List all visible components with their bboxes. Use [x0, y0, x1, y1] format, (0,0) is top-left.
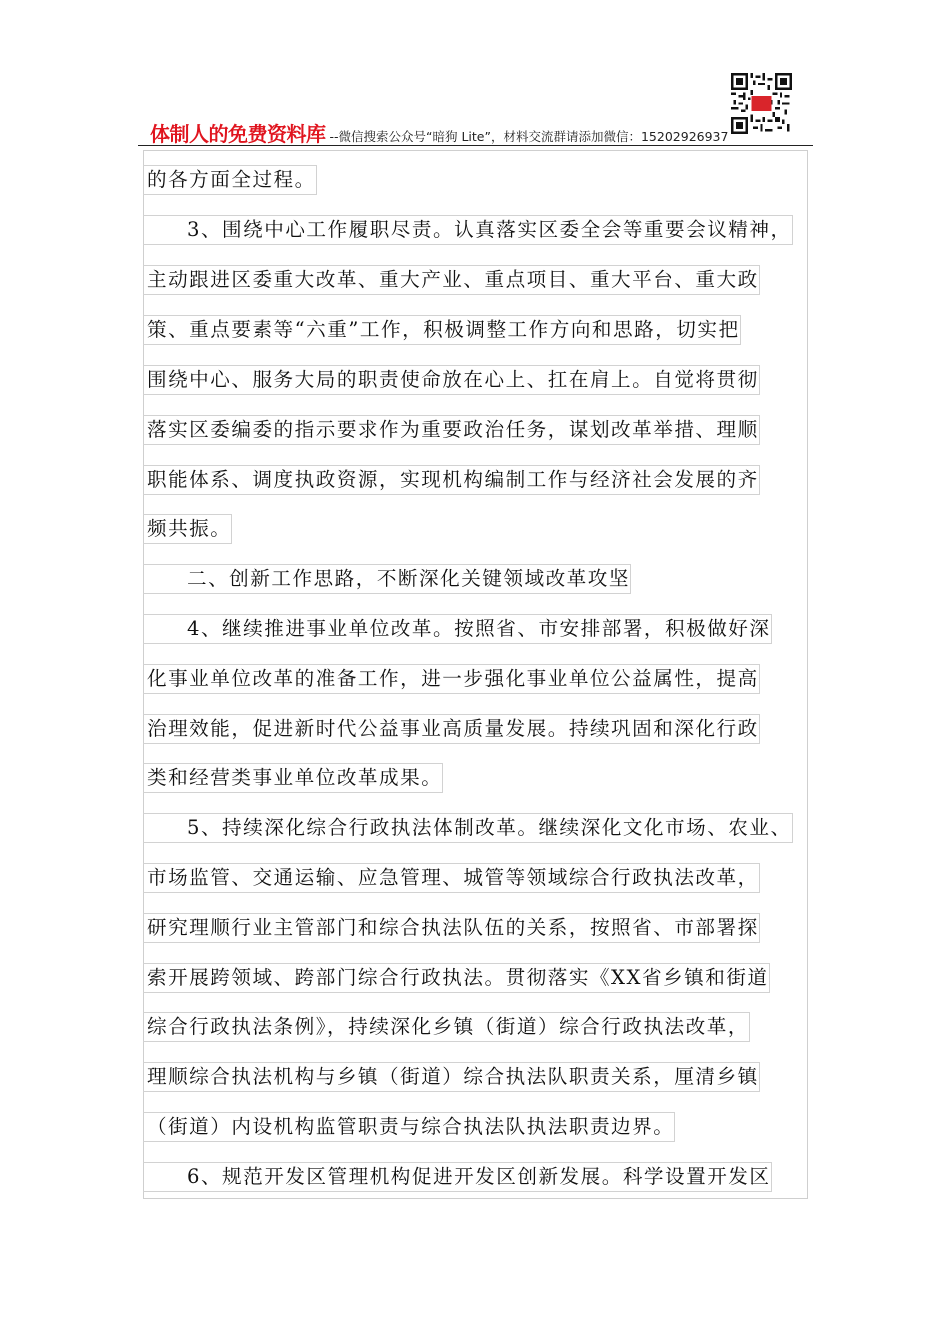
header-rule	[138, 145, 813, 146]
paragraph-line: 索开展跨领域、跨部门综合行政执法。贯彻落实《XX省乡镇和街道	[143, 963, 770, 993]
paragraph-line: 5、持续深化综合行政执法体制改革。继续深化文化市场、农业、	[143, 813, 793, 843]
paragraph-line: 6、规范开发区管理机构促进开发区创新发展。科学设置开发区	[143, 1162, 772, 1192]
paragraph-line: 综合行政执法条例》，持续深化乡镇（街道）综合行政执法改革，	[143, 1012, 750, 1042]
paragraph-line: 频共振。	[143, 514, 232, 544]
qr-code-icon	[731, 73, 792, 134]
paragraph-line: 3、围绕中心工作履职尽责。认真落实区委全会等重要会议精神，	[143, 215, 793, 245]
paragraph-line: 的各方面全过程。	[143, 165, 317, 195]
paragraph-line: 围绕中心、服务大局的职责使命放在心上、扛在肩上。自觉将贯彻	[143, 365, 760, 395]
paragraph-line: 落实区委编委的指示要求作为重要政治任务，谋划改革举措、理顺	[143, 415, 760, 445]
paragraph-line: 策、重点要素等“六重”工作，积极调整工作方向和思路，切实把	[143, 315, 741, 345]
paragraph-line: 主动跟进区委重大改革、重大产业、重点项目、重大平台、重大政	[143, 265, 760, 295]
paragraph-line: 理顺综合执法机构与乡镇（街道）综合执法队职责关系，厘清乡镇	[143, 1062, 760, 1092]
qr-center-badge	[752, 96, 772, 111]
paragraph-line: 4、继续推进事业单位改革。按照省、市安排部署，积极做好深	[143, 614, 772, 644]
paragraph-line: 市场监管、交通运输、应急管理、城管等领域综合行政执法改革，	[143, 863, 760, 893]
paragraph-line: 治理效能，促进新时代公益事业高质量发展。持续巩固和深化行政	[143, 714, 760, 744]
paragraph-line: 类和经营类事业单位改革成果。	[143, 763, 443, 793]
paragraph-line: 研究理顺行业主管部门和综合执法队伍的关系，按照省、市部署探	[143, 913, 760, 943]
section-heading: 二、创新工作思路，不断深化关键领域改革攻坚	[143, 564, 631, 594]
paragraph-line: 职能体系、调度执政资源，实现机构编制工作与经济社会发展的齐	[143, 465, 760, 495]
paragraph-line: （街道）内设机构监管职责与综合执法队执法职责边界。	[143, 1112, 675, 1142]
header-tagline: --微信搜索公众号“暗狗 Lite”，材料交流群请添加微信：15202926937	[329, 129, 729, 144]
paragraph-line: 化事业单位改革的准备工作，进一步强化事业单位公益属性，提高	[143, 664, 760, 694]
brand-title: 体制人的免费资料库	[150, 122, 326, 146]
header	[150, 118, 728, 144]
